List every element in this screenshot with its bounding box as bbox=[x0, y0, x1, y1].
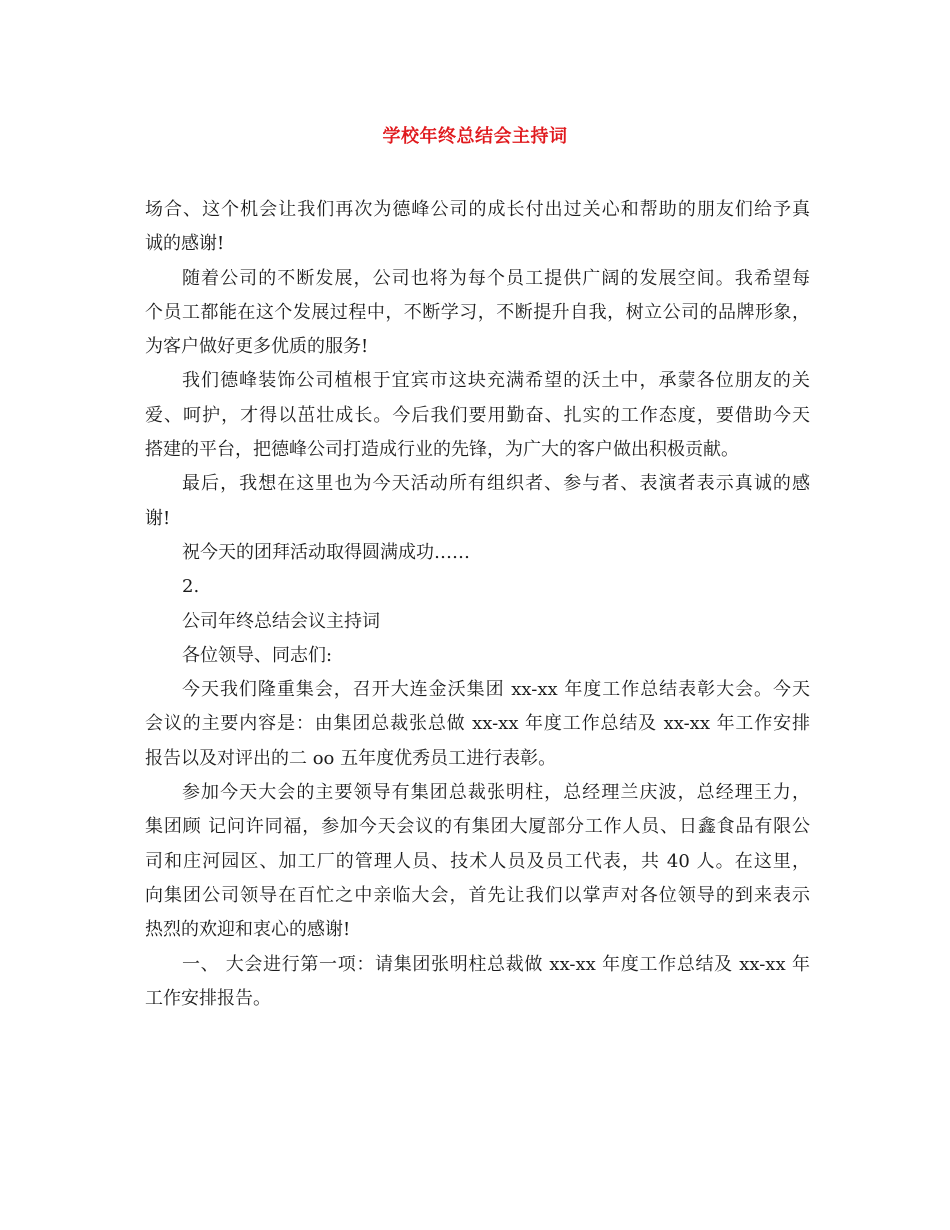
body-line: 工作安排报告。 bbox=[145, 987, 271, 1009]
body-line: 搭建的平台，把德峰公司打造成行业的先锋，为广大的客户做出积极贡献。 bbox=[145, 439, 739, 461]
body-line: 热烈的欢迎和衷心的感谢! bbox=[145, 919, 351, 941]
body-line: 最后，我想在这里也为今天活动所有组织者、参与者、表演者表示真诚的感 bbox=[182, 473, 810, 495]
body-line: 祝今天的团拜活动取得圆满成功…… bbox=[182, 541, 470, 563]
body-line: 个员工都能在这个发展过程中，不断学习，不断提升自我，树立公司的品牌形象， bbox=[145, 301, 810, 323]
document-body bbox=[145, 193, 810, 1016]
body-line: 2. bbox=[182, 576, 200, 598]
body-line: 场合、这个机会让我们再次为德峰公司的成长付出过关心和帮助的朋友们给予真 bbox=[145, 199, 810, 220]
body-line: 向集团公司领导在百忙之中亲临大会，首先让我们以掌声对各位领导的到来表示 bbox=[145, 884, 810, 906]
document-title: 学校年终总结会主持词 bbox=[382, 126, 568, 147]
body-line: 我们德峰装饰公司植根于宜宾市这块充满希望的沃土中，承蒙各位朋友的关 bbox=[182, 370, 810, 392]
body-line: 一、 大会进行第一项：请集团张明柱总裁做 xx-xx 年度工作总结及 xx-xx 年 bbox=[182, 953, 810, 975]
body-line: 公司年终总结会议主持词 bbox=[182, 610, 380, 632]
body-line: 爱、呵护，才得以茁壮成长。今后我们要用勤奋、扎实的工作态度，要借助今天 bbox=[145, 404, 810, 426]
body-line: 集团顾 记问许同福，参加今天会议的有集团大厦部分工作人员、日鑫食品有限公 bbox=[145, 816, 810, 838]
body-line: 司和庄河园区、加工厂的管理人员、技术人员及员工代表，共 40 人。在这里， bbox=[145, 850, 810, 872]
body-line: 会议的主要内容是：由集团总裁张总做 xx-xx 年度工作总结及 xx-xx 年工作安排 bbox=[145, 713, 810, 735]
body-line: 今天我们隆重集会，召开大连金沃集团 xx-xx 年度工作总结表彰大会。今天 bbox=[182, 679, 810, 701]
body-line: 谢! bbox=[145, 507, 171, 529]
body-line: 诚的感谢! bbox=[145, 233, 225, 255]
body-line: 各位领导、同志们: bbox=[182, 644, 333, 666]
body-line: 随着公司的不断发展，公司也将为每个员工提供广阔的发展空间。我希望每 bbox=[182, 267, 810, 289]
body-line: 报告以及对评出的二 oo 五年度优秀员工进行表彰。 bbox=[145, 747, 557, 769]
body-line: 为客户做好更多优质的服务! bbox=[145, 336, 369, 358]
body-line: 参加今天大会的主要领导有集团总裁张明柱，总经理兰庆波，总经理王力， bbox=[182, 782, 810, 804]
